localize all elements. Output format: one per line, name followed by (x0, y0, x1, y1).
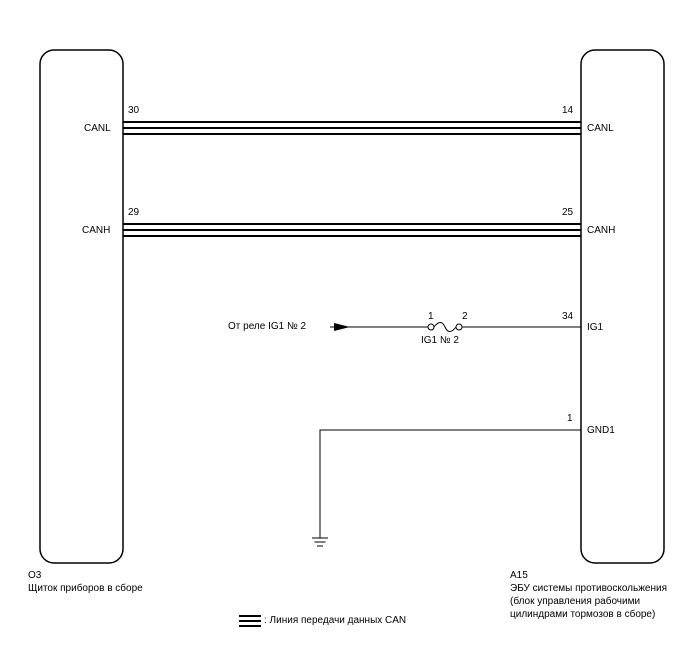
legend-text: : Линия передачи данных CAN (264, 615, 407, 626)
right-pin-name-ig1: IG1 (587, 322, 604, 333)
canl-bus-line (123, 122, 581, 134)
gnd-wire (320, 430, 581, 538)
right-ecu-name-line-1: ЭБУ системы противоскольжения (510, 583, 668, 594)
right-pin-number-canh: 25 (562, 207, 574, 218)
can-legend-icon (239, 616, 261, 626)
arrow-icon (334, 323, 350, 331)
right-pin-name-gnd1: GND1 (587, 425, 615, 436)
fuse-pin-out: 2 (462, 311, 468, 322)
right-ecu-name-line-2: (блок управления рабочими (510, 596, 641, 607)
left-pin-number-canl: 30 (128, 105, 140, 116)
fuse-pin-in: 1 (428, 311, 434, 322)
ground-icon (312, 538, 328, 546)
left-ecu-name: Щиток приборов в сборе (28, 583, 143, 594)
left-pin-number-canh: 29 (128, 207, 140, 218)
left-pin-name-canh: CANH (82, 225, 111, 236)
left-ecu-code: O3 (28, 570, 42, 581)
relay-source-label: От реле IG1 № 2 (228, 321, 307, 332)
right-ecu-code: A15 (510, 570, 528, 581)
right-ecu-name-line-3: цилиндрами тормозов в сборе) (510, 609, 656, 620)
fuse-icon (428, 323, 462, 332)
right-pin-name-canh: CANH (587, 225, 616, 236)
right-pin-number-canl: 14 (562, 105, 574, 116)
right-pin-number-gnd1: 1 (567, 413, 573, 424)
right-pin-number-ig1: 34 (562, 311, 574, 322)
fuse-name: IG1 № 2 (421, 335, 459, 346)
right-pin-name-canl: CANL (587, 123, 614, 134)
left-pin-name-canl: CANL (84, 123, 111, 134)
canh-bus-line (123, 224, 581, 236)
